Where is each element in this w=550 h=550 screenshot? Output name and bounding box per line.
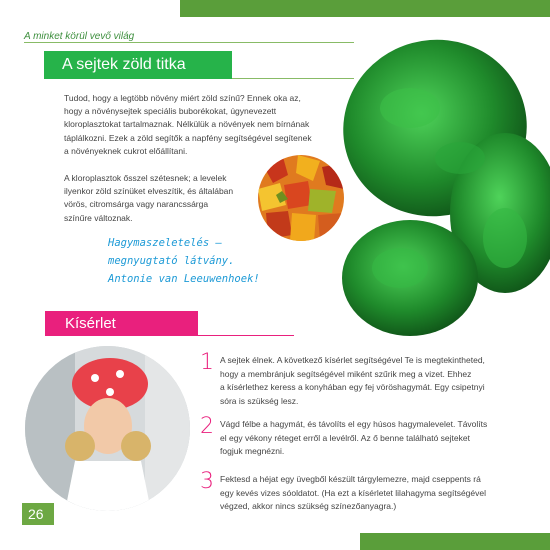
girl-chef-photo [25,346,190,511]
text-line: A kloroplasztok ősszel szétesnek; a levelek [64,173,227,183]
bottom-accent-bar [360,533,550,550]
text-line: A sejtek élnek. A következő kísérlet segítségével Te is megtekintheted, [220,355,485,365]
text-line: végzed, akkor nincs szükség színezőanyagra.) [220,501,397,511]
autumn-paragraph [64,172,233,225]
autumn-leaves-image [258,155,344,241]
text-line: ilyenkor zöld színüket elveszítik, és általában [64,186,234,197]
text-line: Tudod, hogy a legtöbb növény miért zöld színű? Ennek oka az, [64,93,301,103]
divider [24,42,354,43]
top-accent-bar [180,0,550,17]
step-number: 3 [200,469,214,494]
experiment-banner [45,311,198,336]
step-text [220,418,487,459]
text-line: Fektesd a héjat egy üvegből készült tárgylemezre, majd cseppents rá [220,474,481,484]
text-line: hogy a membránjuk segítségével miként szűrik meg a vizet. Ehhez [220,368,472,379]
divider [198,335,294,336]
page-title: A sejtek zöld titka [62,56,186,73]
experiment-title: Kísérlet [65,315,116,332]
step-number: 1 [200,350,214,375]
quote-line: Antonie van Leeuwenhoek! [108,273,260,285]
text-line: sóra is szükség lesz. [220,395,299,406]
quote-line: megnyugtató látvány. [108,255,235,267]
plant-cells-image [340,38,550,338]
text-line: vörös, citromsárga vagy narancssárga [64,199,209,210]
intro-paragraph [64,92,312,158]
text-line: a kísérlethez keress a konyhában egy fej vöröshagymát. Egy csipetnyi [220,382,485,392]
page-number: 26 [28,506,44,522]
step-text [220,354,485,408]
text-line: táplálkozni. Ezek a zöld segítők a napfény segítségével segítenek [64,132,312,143]
step-number: 2 [200,414,214,439]
text-line: hogy a növénysejtek speciális buborékokat, úgynevezett [64,106,277,117]
text-line: Vágd félbe a hagymát, és távolíts el egy húsos hagymalevelet. Távolíts [220,419,488,429]
text-line: el egy vékony réteget erről a levélről. Az ő benne található sejteket [220,432,470,443]
title-banner [44,51,232,79]
section-header: A minket körül vevő világ [24,31,135,42]
divider [232,78,354,79]
quote-line: Hagymaszeletelés – [108,237,222,249]
text-line: a növényeknek cukrot előállítani. [64,145,188,156]
step-text [220,473,486,514]
page-number-badge [22,503,54,525]
text-line: kloroplasztokat tartalmaznak. Nélkülük a növények nem bírnának [64,119,310,130]
text-line: színűre változnak. [64,212,133,223]
text-line: egy kevés vizes sóoldatot. (Ha ezt a kísérletet lilahagyma segítségével [220,487,486,498]
text-line: fogjuk megnézni. [220,446,285,456]
handwritten-quote [108,234,260,288]
